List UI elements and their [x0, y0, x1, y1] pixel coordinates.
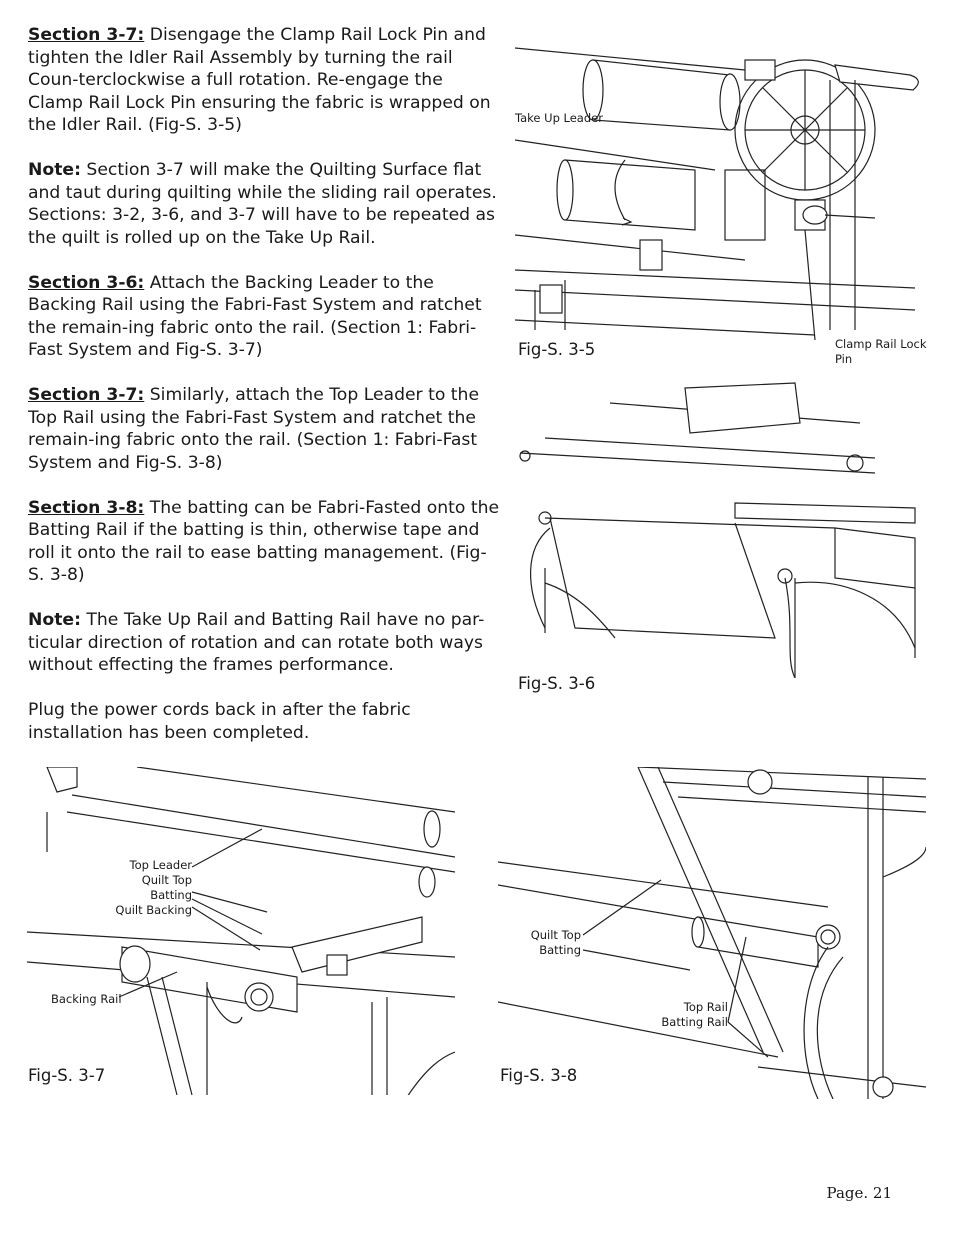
note-paragraph-2 — [28, 609, 503, 677]
paragraph-text: Plug the power cords back in after the fabric installation has been completed. — [28, 700, 411, 743]
instructions-column — [28, 24, 503, 767]
paragraph-text: Similarly, attach the Top Leader to the Top Rail using the Fabri-Fast System and ratchet the remain-ing fabric onto the rail. (Section 1: Fabri-Fast System and Fig-S. 3-8) — [28, 385, 480, 473]
take-up-leader-callout: Take Up Leader — [515, 111, 603, 125]
paragraph-text: Disengage the Clamp Rail Lock Pin and tighten the Idler Rail Assembly by turning the rail Coun-terclockwise a full rotation. Re-engage the Clamp Rail Lock Pin ensuring the fabric is wrapped on the Idler Rail. (Fig-S. 3-5) — [28, 25, 491, 135]
figure-3-6 — [515, 378, 935, 678]
figure-caption: Fig-S. 3-6 — [518, 674, 596, 693]
batting-callout: Batting — [150, 888, 192, 902]
figure-caption: Fig-S. 3-5 — [518, 340, 596, 359]
fig-3-7-callouts — [87, 858, 192, 918]
fig-3-8-callouts-top — [508, 928, 581, 958]
figure-3-8 — [498, 767, 926, 1099]
backing-rail-illustration — [27, 767, 455, 1095]
clamp-rail-lock-pin-callout — [835, 337, 926, 367]
figure-3-7 — [27, 767, 455, 1095]
callout-line-1: Clamp Rail Lock — [835, 337, 927, 351]
quilt-backing-callout: Quilt Backing — [115, 903, 192, 917]
section-heading: Section 3-6: — [28, 272, 145, 293]
backing-rail-callout: Backing Rail — [51, 992, 122, 1006]
top-rail-callout: Top Rail — [683, 1000, 728, 1014]
power-cords-paragraph — [28, 699, 503, 744]
section-heading: Section 3-7: — [28, 385, 145, 405]
paragraph-text: The batting can be Fabri-Fasted onto the Batting Rail if the batting is thin, otherwise tape and roll it onto the rail to ease batting management. (Fig-S. 3-8) — [28, 497, 500, 585]
note-label: Note: — [28, 160, 81, 180]
batting-rail-callout: Batting Rail — [661, 1015, 728, 1029]
quilt-top-callout: Quilt Top — [530, 928, 581, 942]
section-heading: Section 3-8: — [28, 497, 145, 518]
callout-line-2: Pin — [835, 352, 853, 366]
quilting-frame-illustration — [515, 378, 935, 678]
batting-callout: Batting — [539, 943, 581, 957]
paragraph-text: The Take Up Rail and Batting Rail have no par-ticular direction of rotation and can rotate both ways without effecting the frames performance. — [28, 610, 485, 675]
section-heading: Section 3-7: — [28, 25, 145, 45]
top-leader-callout: Top Leader — [129, 858, 192, 872]
figure-caption: Fig-S. 3-7 — [28, 1066, 106, 1085]
note-paragraph — [28, 159, 503, 249]
section-3-7b-paragraph — [28, 384, 503, 474]
quilt-top-callout: Quilt Top — [141, 873, 192, 887]
figure-caption: Fig-S. 3-8 — [500, 1066, 578, 1085]
section-3-8-paragraph — [28, 497, 503, 587]
section-3-7-paragraph — [28, 24, 503, 137]
fig-3-8-callouts-rails — [648, 1000, 728, 1030]
rail-clamp-illustration — [515, 20, 935, 365]
note-label: Note: — [28, 610, 81, 630]
paragraph-text: Attach the Backing Leader to the Backing Rail using the Fabri-Fast System and ratchet the remain-ing fabric onto the rail. (Section 1: Fabri-Fast System and Fig-S. 3-7) — [28, 272, 482, 360]
paragraph-text: Section 3-7 will make the Quilting Surface flat and taut during quilting while the sliding rail operates. Sections: 3-2, 3-6, and 3-7 will have to be repeated as the quilt is rolled up on the Take Up Rail. — [28, 160, 497, 248]
section-3-6-paragraph — [28, 272, 503, 362]
page-number: Page. 21 — [826, 1184, 892, 1202]
figure-3-5 — [515, 20, 935, 365]
